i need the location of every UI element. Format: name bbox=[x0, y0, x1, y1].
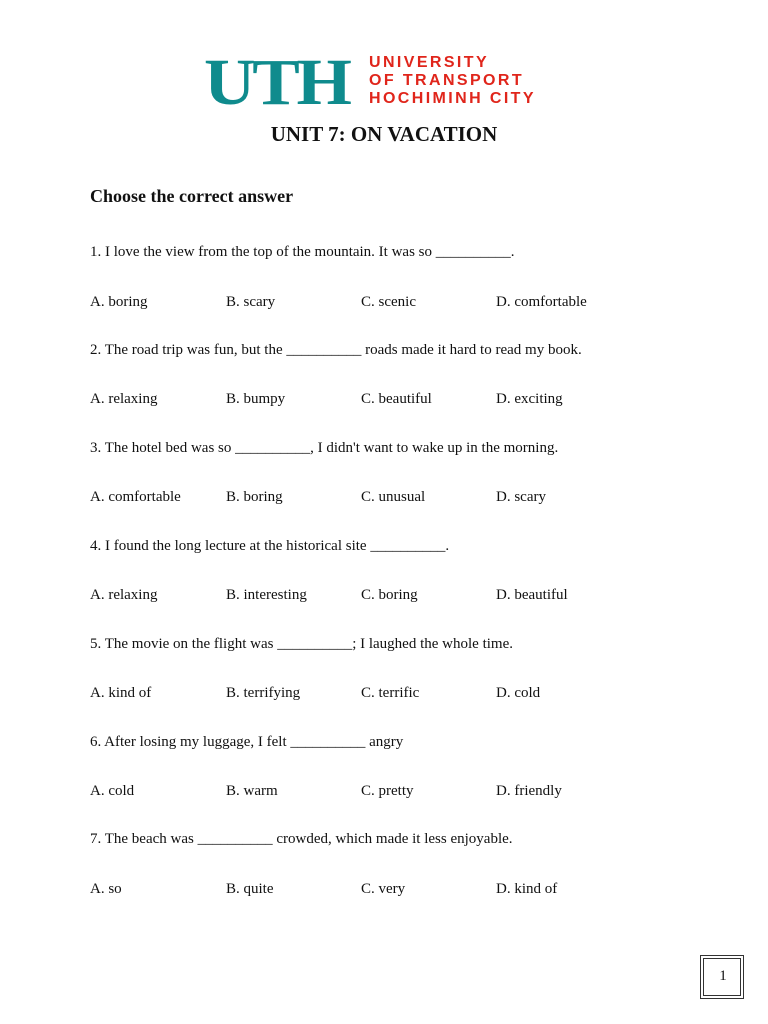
option-b: B. terrifying bbox=[226, 685, 301, 701]
section-heading: Choose the correct answer bbox=[90, 186, 294, 206]
option-c: C. very bbox=[361, 881, 406, 897]
option-a: A. relaxing bbox=[90, 587, 158, 603]
option-d: D. beautiful bbox=[496, 587, 568, 603]
option-c: C. scenic bbox=[361, 294, 416, 310]
option-d: D. comfortable bbox=[496, 294, 587, 310]
university-logo bbox=[204, 46, 564, 119]
option-a: A. cold bbox=[90, 783, 135, 799]
option-d: D. friendly bbox=[496, 783, 562, 799]
logo-line-2: OF TRANSPORT bbox=[369, 72, 525, 89]
option-a: A. boring bbox=[90, 294, 148, 310]
option-d: D. kind of bbox=[496, 881, 558, 897]
option-a: A. comfortable bbox=[90, 489, 181, 505]
option-a: A. kind of bbox=[90, 685, 152, 701]
question-2: 2. The road trip was fun, but the __________ roads made it hard to read my book. bbox=[90, 342, 582, 358]
option-c: C. terrific bbox=[361, 685, 420, 701]
question-3: 3. The hotel bed was so __________, I didn't want to wake up in the morning. bbox=[90, 440, 559, 456]
logo-text bbox=[369, 54, 536, 108]
page-number-box bbox=[700, 955, 744, 999]
option-a: A. so bbox=[90, 881, 122, 897]
page-title: UNIT 7: ON VACATION bbox=[270, 122, 498, 146]
option-a: A. relaxing bbox=[90, 391, 158, 407]
logo-line-1: UNIVERSITY bbox=[369, 54, 490, 71]
question-5: 5. The movie on the flight was __________; I laughed the whole time. bbox=[90, 636, 513, 652]
option-b: B. scary bbox=[226, 294, 276, 310]
option-c: C. boring bbox=[361, 587, 418, 603]
option-d: D. exciting bbox=[496, 391, 563, 407]
option-c: C. unusual bbox=[361, 489, 426, 505]
question-7: 7. The beach was __________ crowded, which made it less enjoyable. bbox=[90, 831, 513, 847]
options-4 bbox=[90, 587, 650, 607]
options-2 bbox=[90, 391, 650, 411]
question-1: 1. I love the view from the top of the mountain. It was so __________. bbox=[90, 244, 515, 260]
option-b: B. quite bbox=[226, 881, 274, 897]
options-3 bbox=[90, 489, 650, 509]
logo-mark: UTH bbox=[204, 46, 349, 119]
options-6 bbox=[90, 783, 650, 803]
logo-line-3: HOCHIMINH CITY bbox=[369, 90, 536, 107]
options-7 bbox=[90, 881, 650, 901]
option-c: C. pretty bbox=[361, 783, 414, 799]
page-number: 1 bbox=[719, 968, 727, 984]
question-4: 4. I found the long lecture at the historical site __________. bbox=[90, 538, 450, 554]
option-b: B. bumpy bbox=[226, 391, 286, 407]
option-d: D. cold bbox=[496, 685, 541, 701]
question-6: 6. After losing my luggage, I felt __________ angry bbox=[90, 734, 404, 750]
option-b: B. warm bbox=[226, 783, 278, 799]
options-5 bbox=[90, 685, 650, 705]
option-b: B. boring bbox=[226, 489, 283, 505]
option-b: B. interesting bbox=[226, 587, 307, 603]
options-1 bbox=[90, 294, 650, 314]
option-d: D. scary bbox=[496, 489, 546, 505]
option-c: C. beautiful bbox=[361, 391, 432, 407]
